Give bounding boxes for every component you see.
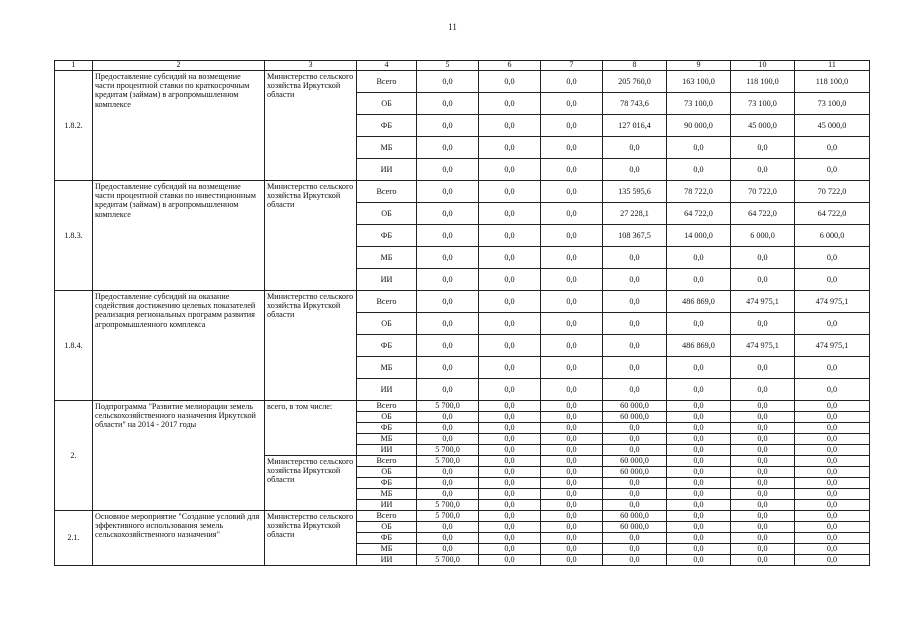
amount-cell: 0,0	[603, 136, 667, 158]
amount-cell: 0,0	[795, 532, 870, 543]
amount-cell: 163 100,0	[667, 70, 731, 92]
amount-cell: 0,0	[667, 488, 731, 499]
amount-cell: 0,0	[795, 554, 870, 565]
amount-cell: 64 722,0	[731, 202, 795, 224]
amount-cell: 0,0	[541, 180, 603, 202]
amount-cell: 0,0	[479, 554, 541, 565]
amount-cell: 0,0	[541, 521, 603, 532]
amount-cell: 0,0	[603, 268, 667, 290]
amount-cell: 0,0	[603, 290, 667, 312]
funding-source: ФБ	[357, 532, 417, 543]
amount-cell: 0,0	[417, 290, 479, 312]
amount-cell: 0,0	[667, 532, 731, 543]
funding-source: ИИ	[357, 499, 417, 510]
amount-cell: 0,0	[603, 158, 667, 180]
amount-cell: 0,0	[731, 499, 795, 510]
amount-cell: 0,0	[795, 543, 870, 554]
measure-code: 1.8.2.	[55, 70, 93, 180]
amount-cell: 0,0	[795, 158, 870, 180]
amount-cell: 0,0	[795, 444, 870, 455]
column-number: 11	[795, 61, 870, 71]
amount-cell: 0,0	[417, 411, 479, 422]
amount-cell: 0,0	[667, 400, 731, 411]
amount-cell: 0,0	[603, 444, 667, 455]
amount-cell: 135 595,6	[603, 180, 667, 202]
amount-cell: 0,0	[541, 312, 603, 334]
amount-cell: 0,0	[417, 224, 479, 246]
amount-cell: 0,0	[417, 70, 479, 92]
amount-cell: 60 000,0	[603, 510, 667, 521]
amount-cell: 0,0	[541, 444, 603, 455]
amount-cell: 0,0	[479, 488, 541, 499]
amount-cell: 0,0	[731, 400, 795, 411]
amount-cell: 0,0	[795, 136, 870, 158]
amount-cell: 0,0	[417, 488, 479, 499]
amount-cell: 0,0	[541, 246, 603, 268]
amount-cell: 0,0	[479, 158, 541, 180]
amount-cell: 474 975,1	[795, 334, 870, 356]
amount-cell: 0,0	[479, 246, 541, 268]
amount-cell: 0,0	[795, 455, 870, 466]
amount-cell: 0,0	[541, 543, 603, 554]
amount-cell: 0,0	[667, 158, 731, 180]
amount-cell: 0,0	[417, 521, 479, 532]
amount-cell: 0,0	[731, 521, 795, 532]
funding-source: ИИ	[357, 158, 417, 180]
amount-cell: 0,0	[603, 532, 667, 543]
amount-cell: 0,0	[417, 356, 479, 378]
amount-cell: 0,0	[479, 268, 541, 290]
amount-cell: 0,0	[667, 510, 731, 521]
amount-cell: 108 367,5	[603, 224, 667, 246]
amount-cell: 0,0	[603, 422, 667, 433]
amount-cell: 0,0	[667, 433, 731, 444]
amount-cell: 0,0	[417, 466, 479, 477]
amount-cell: 0,0	[541, 411, 603, 422]
amount-cell: 0,0	[479, 499, 541, 510]
amount-cell: 0,0	[795, 312, 870, 334]
funding-source: ОБ	[357, 92, 417, 114]
funding-source: Всего	[357, 290, 417, 312]
amount-cell: 73 100,0	[667, 92, 731, 114]
executor-cell: Министерство сельского хозяйства Иркутской области	[265, 180, 357, 290]
measure-name: Основное мероприятие "Создание условий для эффективного использования земель сельскохозяйственного назначения"	[93, 510, 265, 565]
executor-cell: Министерство сельского хозяйства Иркутской области	[265, 70, 357, 180]
amount-cell: 0,0	[479, 477, 541, 488]
amount-cell: 0,0	[479, 202, 541, 224]
funding-source: ОБ	[357, 312, 417, 334]
amount-cell: 0,0	[541, 466, 603, 477]
amount-cell: 0,0	[795, 499, 870, 510]
amount-cell: 0,0	[667, 356, 731, 378]
amount-cell: 0,0	[541, 554, 603, 565]
amount-cell: 0,0	[541, 488, 603, 499]
executor-cell: всего, в том числе:	[265, 400, 357, 455]
amount-cell: 0,0	[417, 92, 479, 114]
amount-cell: 118 100,0	[795, 70, 870, 92]
funding-source: Всего	[357, 455, 417, 466]
amount-cell: 0,0	[479, 290, 541, 312]
amount-cell: 0,0	[541, 499, 603, 510]
amount-cell: 0,0	[479, 356, 541, 378]
amount-cell: 0,0	[731, 268, 795, 290]
amount-cell: 0,0	[667, 378, 731, 400]
amount-cell: 60 000,0	[603, 466, 667, 477]
amount-cell: 0,0	[731, 455, 795, 466]
column-number: 4	[357, 61, 417, 71]
funding-source: ИИ	[357, 268, 417, 290]
amount-cell: 0,0	[667, 499, 731, 510]
amount-cell: 0,0	[417, 334, 479, 356]
amount-cell: 0,0	[479, 136, 541, 158]
funding-source: ОБ	[357, 521, 417, 532]
amount-cell: 0,0	[541, 158, 603, 180]
amount-cell: 0,0	[603, 334, 667, 356]
amount-cell: 0,0	[667, 455, 731, 466]
amount-cell: 474 975,1	[731, 334, 795, 356]
amount-cell: 0,0	[479, 466, 541, 477]
amount-cell: 5 700,0	[417, 499, 479, 510]
budget-table	[54, 60, 870, 566]
amount-cell: 90 000,0	[667, 114, 731, 136]
amount-cell: 127 016,4	[603, 114, 667, 136]
amount-cell: 0,0	[479, 411, 541, 422]
table-row	[55, 400, 870, 411]
amount-cell: 118 100,0	[731, 70, 795, 92]
amount-cell: 45 000,0	[795, 114, 870, 136]
amount-cell: 0,0	[541, 477, 603, 488]
amount-cell: 0,0	[667, 554, 731, 565]
funding-source: ОБ	[357, 202, 417, 224]
amount-cell: 0,0	[731, 433, 795, 444]
amount-cell: 0,0	[795, 510, 870, 521]
amount-cell: 0,0	[795, 268, 870, 290]
amount-cell: 0,0	[795, 433, 870, 444]
amount-cell: 0,0	[417, 180, 479, 202]
amount-cell: 73 100,0	[795, 92, 870, 114]
amount-cell: 0,0	[795, 466, 870, 477]
table-row	[55, 180, 870, 202]
measure-name: Подпрограмма "Развитие мелиорации земель сельскохозяйственного назначения Иркутской области" на 2014 - 2017 годы	[93, 400, 265, 510]
amount-cell: 0,0	[667, 246, 731, 268]
amount-cell: 14 000,0	[667, 224, 731, 246]
funding-source: ОБ	[357, 466, 417, 477]
amount-cell: 0,0	[731, 444, 795, 455]
amount-cell: 0,0	[603, 246, 667, 268]
amount-cell: 5 700,0	[417, 444, 479, 455]
amount-cell: 5 700,0	[417, 554, 479, 565]
amount-cell: 0,0	[479, 224, 541, 246]
amount-cell: 0,0	[731, 466, 795, 477]
amount-cell: 0,0	[417, 532, 479, 543]
amount-cell: 0,0	[541, 378, 603, 400]
funding-source: ИИ	[357, 554, 417, 565]
amount-cell: 0,0	[417, 246, 479, 268]
amount-cell: 0,0	[479, 400, 541, 411]
funding-source: МБ	[357, 136, 417, 158]
amount-cell: 0,0	[479, 422, 541, 433]
amount-cell: 0,0	[795, 477, 870, 488]
amount-cell: 0,0	[667, 477, 731, 488]
amount-cell: 0,0	[541, 356, 603, 378]
amount-cell: 0,0	[541, 510, 603, 521]
amount-cell: 0,0	[667, 466, 731, 477]
column-number: 9	[667, 61, 731, 71]
table-row	[55, 510, 870, 521]
amount-cell: 0,0	[731, 356, 795, 378]
amount-cell: 0,0	[667, 312, 731, 334]
amount-cell: 0,0	[731, 554, 795, 565]
funding-source: МБ	[357, 543, 417, 554]
amount-cell: 0,0	[479, 180, 541, 202]
amount-cell: 0,0	[795, 356, 870, 378]
amount-cell: 486 869,0	[667, 334, 731, 356]
column-number: 5	[417, 61, 479, 71]
amount-cell: 0,0	[795, 422, 870, 433]
amount-cell: 0,0	[541, 268, 603, 290]
column-number: 1	[55, 61, 93, 71]
amount-cell: 0,0	[479, 444, 541, 455]
amount-cell: 0,0	[603, 554, 667, 565]
amount-cell: 0,0	[731, 312, 795, 334]
amount-cell: 0,0	[541, 114, 603, 136]
amount-cell: 6 000,0	[731, 224, 795, 246]
amount-cell: 0,0	[667, 411, 731, 422]
funding-source: ФБ	[357, 114, 417, 136]
executor-cell: Министерство сельского хозяйства Иркутской области	[265, 290, 357, 400]
amount-cell: 0,0	[479, 510, 541, 521]
amount-cell: 0,0	[731, 510, 795, 521]
amount-cell: 0,0	[667, 136, 731, 158]
amount-cell: 0,0	[541, 455, 603, 466]
amount-cell: 0,0	[417, 312, 479, 334]
funding-source: Всего	[357, 70, 417, 92]
amount-cell: 0,0	[417, 378, 479, 400]
amount-cell: 0,0	[479, 92, 541, 114]
funding-source: МБ	[357, 356, 417, 378]
measure-name: Предоставление субсидий на оказание содействия достижению целевых показателей реализация региональных программ развития агропромышленного комплекса	[93, 290, 265, 400]
funding-source: Всего	[357, 510, 417, 521]
amount-cell: 474 975,1	[731, 290, 795, 312]
column-number: 3	[265, 61, 357, 71]
amount-cell: 0,0	[417, 114, 479, 136]
funding-source: ОБ	[357, 411, 417, 422]
amount-cell: 0,0	[417, 433, 479, 444]
amount-cell: 73 100,0	[731, 92, 795, 114]
amount-cell: 0,0	[795, 400, 870, 411]
column-number: 8	[603, 61, 667, 71]
amount-cell: 0,0	[479, 312, 541, 334]
amount-cell: 0,0	[667, 521, 731, 532]
amount-cell: 6 000,0	[795, 224, 870, 246]
measure-code: 1.8.3.	[55, 180, 93, 290]
amount-cell: 0,0	[417, 268, 479, 290]
amount-cell: 0,0	[541, 290, 603, 312]
funding-source: ФБ	[357, 477, 417, 488]
amount-cell: 0,0	[541, 400, 603, 411]
amount-cell: 0,0	[731, 477, 795, 488]
amount-cell: 0,0	[479, 70, 541, 92]
amount-cell: 0,0	[417, 202, 479, 224]
amount-cell: 78 722,0	[667, 180, 731, 202]
executor-cell: Министерство сельского хозяйства Иркутской области	[265, 455, 357, 510]
funding-source: ИИ	[357, 378, 417, 400]
amount-cell: 5 700,0	[417, 455, 479, 466]
amount-cell: 0,0	[479, 433, 541, 444]
amount-cell: 0,0	[603, 499, 667, 510]
amount-cell: 0,0	[795, 521, 870, 532]
amount-cell: 474 975,1	[795, 290, 870, 312]
amount-cell: 0,0	[667, 543, 731, 554]
funding-source: ФБ	[357, 224, 417, 246]
measure-code: 2.	[55, 400, 93, 510]
amount-cell: 60 000,0	[603, 411, 667, 422]
amount-cell: 45 000,0	[731, 114, 795, 136]
amount-cell: 0,0	[603, 378, 667, 400]
amount-cell: 0,0	[479, 521, 541, 532]
amount-cell: 0,0	[541, 202, 603, 224]
funding-source: МБ	[357, 488, 417, 499]
amount-cell: 0,0	[479, 455, 541, 466]
amount-cell: 0,0	[417, 158, 479, 180]
amount-cell: 0,0	[795, 411, 870, 422]
amount-cell: 0,0	[603, 356, 667, 378]
measure-code: 1.8.4.	[55, 290, 93, 400]
amount-cell: 0,0	[795, 378, 870, 400]
amount-cell: 0,0	[603, 312, 667, 334]
amount-cell: 0,0	[541, 70, 603, 92]
amount-cell: 70 722,0	[795, 180, 870, 202]
amount-cell: 0,0	[667, 422, 731, 433]
amount-cell: 0,0	[541, 433, 603, 444]
amount-cell: 0,0	[731, 488, 795, 499]
table-row	[55, 70, 870, 92]
funding-source: МБ	[357, 246, 417, 268]
column-number-row	[55, 61, 870, 71]
amount-cell: 0,0	[603, 477, 667, 488]
amount-cell: 0,0	[479, 543, 541, 554]
amount-cell: 78 743,6	[603, 92, 667, 114]
measure-name: Предоставление субсидий на возмещение части процентной ставки по краткосрочным кредитам (займам) в агропромышленном комплексе	[93, 70, 265, 180]
amount-cell: 0,0	[417, 422, 479, 433]
amount-cell: 0,0	[731, 411, 795, 422]
column-number: 6	[479, 61, 541, 71]
amount-cell: 0,0	[541, 422, 603, 433]
amount-cell: 0,0	[479, 114, 541, 136]
amount-cell: 0,0	[731, 422, 795, 433]
amount-cell: 0,0	[603, 543, 667, 554]
column-number: 7	[541, 61, 603, 71]
executor-cell: Министерство сельского хозяйства Иркутской области	[265, 510, 357, 565]
amount-cell: 0,0	[479, 532, 541, 543]
amount-cell: 0,0	[541, 92, 603, 114]
amount-cell: 0,0	[603, 488, 667, 499]
amount-cell: 0,0	[417, 477, 479, 488]
amount-cell: 0,0	[667, 268, 731, 290]
amount-cell: 0,0	[731, 378, 795, 400]
measure-code: 2.1.	[55, 510, 93, 565]
amount-cell: 60 000,0	[603, 521, 667, 532]
amount-cell: 486 869,0	[667, 290, 731, 312]
funding-source: ФБ	[357, 334, 417, 356]
amount-cell: 0,0	[417, 136, 479, 158]
funding-source: МБ	[357, 433, 417, 444]
amount-cell: 0,0	[667, 444, 731, 455]
amount-cell: 0,0	[479, 334, 541, 356]
measure-name: Предоставление субсидий на возмещение части процентной ставки по инвестиционным кредитам (займам) в агропромышленном комплексе	[93, 180, 265, 290]
funding-source: ФБ	[357, 422, 417, 433]
funding-source: ИИ	[357, 444, 417, 455]
amount-cell: 0,0	[795, 246, 870, 268]
amount-cell: 0,0	[541, 224, 603, 246]
amount-cell: 0,0	[795, 488, 870, 499]
amount-cell: 27 228,1	[603, 202, 667, 224]
column-number: 10	[731, 61, 795, 71]
amount-cell: 0,0	[731, 532, 795, 543]
amount-cell: 0,0	[731, 246, 795, 268]
amount-cell: 0,0	[417, 543, 479, 554]
amount-cell: 0,0	[731, 136, 795, 158]
amount-cell: 0,0	[731, 158, 795, 180]
amount-cell: 70 722,0	[731, 180, 795, 202]
page-number: 11	[448, 22, 457, 32]
amount-cell: 205 760,0	[603, 70, 667, 92]
amount-cell: 0,0	[541, 532, 603, 543]
amount-cell: 64 722,0	[795, 202, 870, 224]
amount-cell: 0,0	[479, 378, 541, 400]
amount-cell: 64 722,0	[667, 202, 731, 224]
amount-cell: 5 700,0	[417, 400, 479, 411]
funding-source: Всего	[357, 180, 417, 202]
amount-cell: 0,0	[541, 136, 603, 158]
amount-cell: 0,0	[731, 543, 795, 554]
amount-cell: 60 000,0	[603, 455, 667, 466]
table-row	[55, 290, 870, 312]
funding-source: Всего	[357, 400, 417, 411]
amount-cell: 60 000,0	[603, 400, 667, 411]
amount-cell: 0,0	[541, 334, 603, 356]
amount-cell: 5 700,0	[417, 510, 479, 521]
amount-cell: 0,0	[603, 433, 667, 444]
column-number: 2	[93, 61, 265, 71]
